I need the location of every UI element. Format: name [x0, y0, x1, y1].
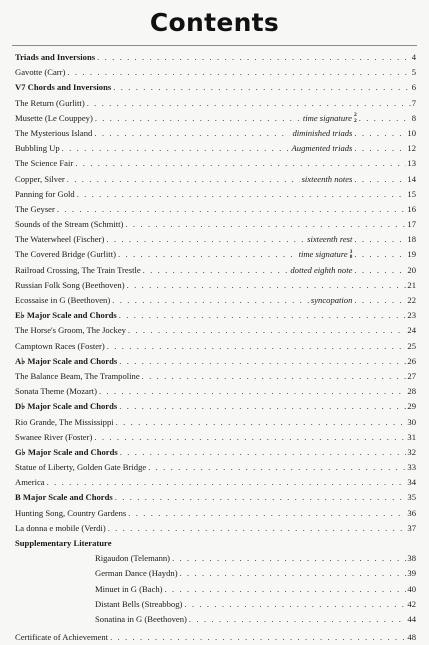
toc-entry-line: [15, 354, 416, 369]
dot-leader: [67, 65, 410, 80]
toc-page-number: 29: [407, 401, 416, 412]
toc-entry-note-text: time signature: [302, 112, 352, 123]
toc-entry-note: [290, 126, 354, 141]
toc-entry-title: Hunting Song, Country Gardens: [15, 507, 127, 518]
toc-section-heading[interactable]: [15, 80, 416, 95]
toc-page-number: 8: [411, 112, 416, 123]
toc-entry[interactable]: [15, 521, 416, 536]
toc-entry-title: G♭ Major Scale and Chords: [15, 446, 118, 457]
dot-leader: [127, 278, 407, 293]
toc-page-number: 26: [407, 355, 416, 366]
dot-leader: [354, 126, 406, 141]
toc-section-heading[interactable]: [15, 354, 416, 369]
toc-entry-line: [15, 172, 416, 187]
toc-entry[interactable]: [15, 369, 416, 384]
toc-entry-line: [15, 308, 416, 323]
toc-entry[interactable]: [15, 141, 416, 156]
toc-entry-line: [15, 96, 416, 111]
toc-page-number: 16: [407, 203, 416, 214]
toc-page-number: 36: [407, 507, 416, 518]
toc-entry-line: [15, 187, 416, 202]
dot-leader: [172, 551, 406, 566]
toc-page-number: 24: [407, 325, 416, 336]
toc-entry-line: [15, 293, 416, 308]
toc-entry[interactable]: [15, 339, 416, 354]
time-signature-bottom: 2: [353, 117, 357, 124]
toc-entry-title: The Waterwheel (Fischer): [15, 234, 105, 245]
toc-entry-title: The Horse's Groom, The Jockey: [15, 325, 126, 336]
toc-entry-note: [297, 247, 355, 262]
toc-entry-title: Certificate of Achievement: [15, 632, 109, 643]
dot-leader: [354, 172, 406, 187]
dot-leader: [99, 384, 406, 399]
toc-entry[interactable]: [15, 65, 416, 80]
toc-entry-note: [290, 141, 355, 156]
toc-entry-title: The Science Fair: [15, 158, 74, 169]
dot-leader: [97, 50, 411, 65]
toc-entry-line: [15, 202, 416, 217]
toc-entry[interactable]: [15, 506, 416, 521]
toc-entry-title: B Major Scale and Chords: [15, 492, 113, 503]
toc-entry-line: [95, 612, 416, 627]
toc-entry-title: The Balance Beam, The Trampoline: [15, 370, 140, 381]
toc-page-number: 19: [407, 249, 416, 260]
dot-leader: [77, 187, 407, 202]
toc-entry-title: A♭ Major Scale and Chords: [15, 355, 118, 366]
toc-section-heading[interactable]: [15, 490, 416, 505]
dot-leader: [119, 354, 406, 369]
toc-entry-title: Distant Bells (Streabbog): [95, 598, 183, 609]
toc-page-number: 33: [407, 462, 416, 473]
toc-entry-title: Swanee River (Foster): [15, 431, 93, 442]
toc-page-number: 34: [407, 477, 416, 488]
dot-leader: [62, 141, 290, 156]
dot-leader: [354, 263, 406, 278]
dot-leader: [143, 263, 289, 278]
dot-leader: [180, 566, 407, 581]
toc-entry[interactable]: [15, 415, 416, 430]
dot-leader: [119, 399, 406, 414]
dot-leader: [354, 232, 406, 247]
toc-entry[interactable]: [15, 278, 416, 293]
toc-page-number: 30: [407, 416, 416, 427]
toc-entry-note: [288, 263, 354, 278]
dot-leader: [95, 111, 301, 126]
toc-entry-title: Rio Grande, The Mississippi: [15, 416, 114, 427]
title-divider: [12, 45, 417, 46]
toc-entry-title: The Mysterious Island: [15, 127, 93, 138]
toc-entry-title: La donna e mobile (Verdi): [15, 522, 106, 533]
toc-entry-line: [15, 536, 416, 551]
toc-entry-line: [15, 415, 416, 430]
toc-entry-title: Musette (Le Couppey): [15, 112, 93, 123]
toc-page-number: 4: [411, 52, 416, 62]
toc-entry[interactable]: [15, 323, 416, 338]
toc-entry-line: [15, 126, 416, 141]
toc-entry-note-text: Augmented triads: [291, 143, 353, 154]
toc-entry[interactable]: [15, 111, 416, 126]
toc-page-number: 21: [407, 279, 416, 290]
toc-entry[interactable]: [15, 293, 416, 308]
toc-entry[interactable]: [15, 202, 416, 217]
dot-leader: [359, 111, 411, 126]
toc-page-number: 10: [407, 127, 416, 138]
toc-entry-line: [15, 506, 416, 521]
toc-entry[interactable]: [15, 172, 416, 187]
toc-page-number: 20: [407, 264, 416, 275]
toc-entry-note-text: diminished triads: [292, 127, 353, 138]
table-of-contents: [15, 50, 416, 645]
toc-page-number: 13: [407, 158, 416, 169]
toc-entry-note-text: dotted eighth note: [290, 264, 353, 275]
toc-entry-title: Minuet in G (Bach): [95, 583, 163, 594]
dot-leader: [106, 232, 305, 247]
toc-page-number: 17: [407, 219, 416, 230]
toc-entry-line: [15, 399, 416, 414]
toc-entry-title: Triads and Inversions: [15, 52, 96, 62]
toc-page-number: 27: [407, 370, 416, 381]
toc-entry-title: Sonata Theme (Mozart): [15, 386, 97, 397]
toc-entry-title: German Dance (Haydn): [95, 568, 178, 579]
toc-entry-title: The Return (Gurlitt): [15, 97, 85, 108]
toc-entry[interactable]: [15, 247, 416, 262]
toc-entry-title: Rigaudon (Telemann): [95, 553, 171, 564]
toc-entry-note-text: sixteenth rest: [307, 234, 353, 245]
toc-page-number: 28: [407, 386, 416, 397]
toc-entry-line: [15, 475, 416, 490]
dot-leader: [107, 339, 407, 354]
toc-page-number: 40: [407, 583, 416, 594]
dot-leader: [120, 445, 407, 460]
toc-entry-line: [15, 445, 416, 460]
dot-leader: [75, 156, 406, 171]
toc-page-number: 15: [407, 188, 416, 199]
toc-page-number: 32: [407, 446, 416, 457]
toc-page-number: 44: [407, 613, 416, 624]
toc-entry-line: [15, 232, 416, 247]
toc-page-number: 31: [407, 431, 416, 442]
toc-entry[interactable]: [15, 566, 416, 581]
time-signature-icon: [350, 250, 353, 261]
toc-entry[interactable]: [15, 460, 416, 475]
toc-entry[interactable]: [15, 551, 416, 566]
toc-entry[interactable]: [15, 156, 416, 171]
toc-page-number: 7: [411, 97, 416, 108]
toc-entry-title: The Covered Bridge (Gurlitt): [15, 249, 116, 260]
toc-entry-note: [300, 172, 355, 187]
dot-leader: [125, 217, 406, 232]
toc-page-number: 6: [411, 82, 416, 93]
dot-leader: [165, 582, 407, 597]
dot-leader: [148, 460, 406, 475]
time-signature-top: 3: [349, 248, 353, 255]
toc-page-number: 35: [407, 492, 416, 503]
toc-entry-line: [15, 217, 416, 232]
dot-leader: [57, 202, 407, 217]
dot-leader: [354, 293, 406, 308]
toc-entry[interactable]: [15, 263, 416, 278]
dot-leader: [94, 430, 406, 445]
toc-entry-title: Supplementary Literature: [15, 538, 112, 548]
toc-entry[interactable]: [15, 475, 416, 490]
toc-entry-line: [15, 156, 416, 171]
toc-section-heading[interactable]: [15, 399, 416, 414]
toc-entry-title: D♭ Major Scale and Chords: [15, 401, 118, 412]
dot-leader: [119, 308, 407, 323]
toc-entry-line: [15, 263, 416, 278]
toc-entry[interactable]: [15, 187, 416, 202]
toc-page-number: 22: [407, 295, 416, 305]
toc-entry-line: [95, 582, 416, 597]
toc-entry-title: Bubbling Up: [15, 143, 60, 154]
time-signature-bottom: 8: [349, 254, 353, 261]
dot-leader: [354, 247, 406, 262]
toc-entry-line: [15, 111, 416, 126]
toc-page-number: 37: [407, 522, 416, 533]
toc-entry[interactable]: [15, 384, 416, 399]
toc-entry-title: America: [15, 477, 45, 488]
toc-entry-line: [95, 566, 416, 581]
toc-page-number: 39: [407, 568, 416, 579]
toc-entry-title: Panning for Gold: [15, 188, 75, 199]
dot-leader: [189, 612, 407, 627]
toc-entry[interactable]: [15, 126, 416, 141]
toc-entry-line: [15, 141, 416, 156]
dot-leader: [128, 323, 406, 338]
toc-page-number: 18: [407, 234, 416, 245]
toc-entry[interactable]: [15, 217, 416, 232]
toc-entry-line: [15, 65, 416, 80]
toc-entry-line: [15, 247, 416, 262]
toc-entry-line: [15, 630, 416, 645]
dot-leader: [142, 369, 407, 384]
toc-page-number: 5: [411, 67, 416, 78]
toc-section-heading[interactable]: [15, 536, 416, 551]
toc-entry-line: [15, 50, 416, 65]
toc-entry-line: [95, 551, 416, 566]
dot-leader: [116, 415, 407, 430]
dot-leader: [184, 597, 406, 612]
toc-section-heading[interactable]: [15, 445, 416, 460]
toc-entry[interactable]: [15, 630, 416, 645]
toc-entry-title: V7 Chords and Inversions: [15, 82, 112, 93]
toc-entry-title: E♭ Major Scale and Chords: [15, 310, 117, 321]
page-title: Contents: [149, 8, 280, 37]
toc-entry-title: Ecossaise in G (Beethoven): [15, 295, 111, 305]
toc-entry-title: Gavotte (Carr): [15, 67, 66, 78]
toc-entry[interactable]: [15, 96, 416, 111]
toc-section-heading[interactable]: [15, 308, 416, 323]
dot-leader: [354, 141, 406, 156]
toc-page-number: 38: [407, 553, 416, 564]
toc-entry-note: [309, 293, 355, 308]
toc-entry[interactable]: [15, 430, 416, 445]
toc-page-number: 12: [407, 143, 416, 154]
dot-leader: [87, 96, 411, 111]
toc-entry-line: [15, 369, 416, 384]
dot-leader: [67, 172, 300, 187]
toc-entry-title: Railroad Crossing, The Train Trestle: [15, 264, 141, 275]
toc-entry[interactable]: [15, 582, 416, 597]
toc-entry-line: [15, 339, 416, 354]
toc-entry-title: Russian Folk Song (Beethoven): [15, 279, 125, 290]
time-signature-icon: [354, 113, 357, 124]
toc-entry[interactable]: [15, 232, 416, 247]
toc-entry-note-text: syncopation: [310, 295, 353, 305]
toc-page-number: 25: [407, 340, 416, 351]
toc-entry-note-text: sixteenth notes: [301, 173, 353, 184]
dot-leader: [110, 630, 406, 645]
toc-page-number: 48: [407, 632, 416, 643]
toc-page-number: 23: [407, 310, 416, 321]
toc-entry-title: Sounds of the Stream (Schmitt): [15, 219, 124, 230]
time-signature-top: 2: [353, 112, 357, 119]
toc-entry-line: [15, 278, 416, 293]
toc-entry-line: [15, 80, 416, 95]
dot-leader: [47, 475, 407, 490]
toc-entry-line: [15, 521, 416, 536]
toc-entry-note-text: time signature: [298, 249, 348, 260]
toc-entry-title: Sonatina in G (Beethoven): [95, 613, 187, 624]
toc-entry-title: Statue of Liberty, Golden Gate Bridge: [15, 462, 147, 473]
toc-section-heading[interactable]: [15, 50, 416, 65]
dot-leader: [112, 293, 309, 308]
dot-leader: [115, 490, 407, 505]
toc-entry-title: Camptown Races (Foster): [15, 340, 105, 351]
toc-page-number: 42: [407, 598, 416, 609]
toc-entry-note: [301, 111, 359, 126]
toc-page-number: 14: [407, 173, 416, 184]
toc-entry-title: Copper, Silver: [15, 173, 65, 184]
toc-entry-line: [15, 460, 416, 475]
toc-entry-line: [15, 384, 416, 399]
toc-entry-line: [95, 597, 416, 612]
toc-entry-title: The Geyser: [15, 203, 55, 214]
toc-entry-line: [15, 430, 416, 445]
dot-leader: [128, 506, 406, 521]
dot-leader: [118, 247, 297, 262]
dot-leader: [108, 521, 407, 536]
toc-entry[interactable]: [15, 597, 416, 612]
dot-leader: [94, 126, 290, 141]
toc-entry-line: [15, 490, 416, 505]
toc-entry-line: [15, 323, 416, 338]
toc-entry[interactable]: [15, 612, 416, 627]
dot-leader: [113, 80, 410, 95]
toc-entry-note: [305, 232, 354, 247]
